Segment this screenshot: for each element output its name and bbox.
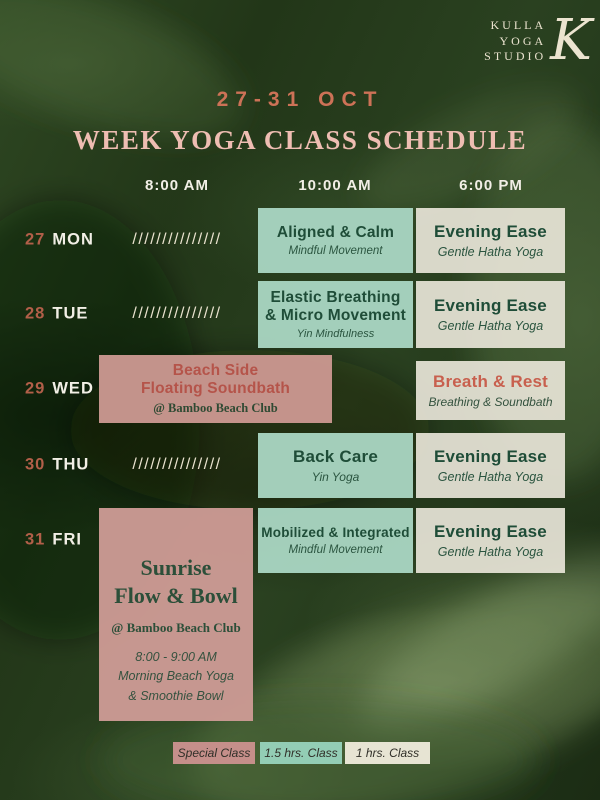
logo-line-studio: STUDIO: [484, 48, 547, 63]
logo-line-kulla: KULLA: [490, 18, 547, 33]
class-detail-time: 8:00 - 9:00 AM: [135, 650, 217, 664]
class-title: Evening Ease: [434, 222, 547, 242]
class-title-line2: & Micro Movement: [265, 307, 406, 324]
page-title: WEEK YOGA CLASS SCHEDULE: [72, 125, 528, 155]
class-title-line2: Flow & Bowl: [114, 582, 238, 608]
day-number-wed: 29: [25, 379, 46, 398]
class-subtitle: Gentle Hatha Yoga: [437, 544, 544, 559]
class-venue: @ Bamboo Beach Club: [153, 400, 278, 415]
class-card-thu-6pm: [416, 433, 565, 498]
kulla-logo: [484, 8, 592, 73]
day-label-fri: [25, 531, 82, 550]
day-name-fri: FRI: [52, 530, 82, 549]
class-title: Aligned & Calm: [276, 224, 395, 242]
legend-1-5-hrs-class: 1.5 hrs. Class: [260, 742, 342, 764]
day-label-mon: [25, 231, 94, 250]
no-class-slashes-thu: ///////////////: [132, 456, 222, 473]
class-title-line1: Elastic Breathing: [270, 289, 401, 307]
class-title: Evening Ease: [434, 522, 547, 542]
class-title: Mobilized & Integrated: [261, 525, 410, 541]
class-title-line2: Floating Soundbath: [140, 379, 291, 397]
logo-wordmark: [484, 18, 546, 64]
day-label-thu: [25, 456, 89, 475]
date-range-title: 27-31 OCT: [216, 88, 384, 111]
time-header-8am: 8:00 AM: [145, 177, 209, 194]
class-subtitle: Breathing & Soundbath: [428, 394, 553, 409]
class-subtitle: Gentle Hatha Yoga: [437, 244, 544, 259]
day-name-wed: WED: [52, 379, 94, 398]
class-title: Evening Ease: [434, 447, 547, 467]
class-title: Back Care: [293, 447, 378, 467]
class-subtitle: Gentle Hatha Yoga: [437, 318, 544, 333]
class-detail-line2: Morning Beach Yoga: [118, 669, 234, 684]
class-subtitle: Mindful Movement: [288, 244, 383, 257]
no-class-slashes-tue: ///////////////: [132, 305, 222, 322]
time-header-6pm: 6:00 PM: [459, 177, 523, 194]
class-card-wed-6pm: [416, 361, 565, 420]
class-details: [118, 648, 234, 706]
class-subtitle: Yin Mindfulness: [296, 327, 375, 340]
class-card-tue-10am: [258, 281, 413, 348]
day-label-wed: [25, 380, 94, 399]
class-title-line1: Beach Side: [172, 362, 259, 380]
logo-line-yoga: YOGA: [499, 33, 547, 48]
class-title-line1: Sunrise: [140, 555, 212, 580]
class-card-thu-10am: [258, 433, 413, 498]
day-name-mon: MON: [52, 230, 94, 249]
day-number-fri: 31: [25, 530, 46, 549]
logo-k-monogram: K: [550, 8, 592, 73]
day-number-mon: 27: [25, 230, 46, 249]
day-number-tue: 28: [25, 304, 46, 323]
special-class-card-wed: [99, 355, 332, 423]
no-class-slashes-mon: ///////////////: [132, 231, 222, 248]
legend-1-hrs-class: 1 hrs. Class: [345, 742, 430, 764]
special-class-card-fri: [99, 508, 253, 721]
class-card-mon-6pm: [416, 208, 565, 273]
class-subtitle: Mindful Movement: [288, 543, 383, 556]
time-header-10am: 10:00 AM: [298, 177, 372, 194]
day-label-tue: [25, 305, 88, 324]
day-name-thu: THU: [52, 455, 90, 474]
class-title: Breath & Rest: [432, 372, 549, 392]
class-card-mon-10am: [258, 208, 413, 273]
class-detail-line3: & Smoothie Bowl: [128, 688, 224, 703]
day-name-tue: TUE: [52, 304, 89, 323]
class-card-tue-6pm: [416, 281, 565, 348]
class-subtitle: Gentle Hatha Yoga: [437, 469, 544, 484]
class-title: Evening Ease: [434, 296, 547, 316]
legend-special-class: Special Class: [173, 742, 255, 764]
class-card-fri-10am: [258, 508, 413, 573]
class-card-fri-6pm: [416, 508, 565, 573]
day-number-thu: 30: [25, 455, 46, 474]
class-venue: @ Bamboo Beach Club: [111, 620, 241, 635]
class-subtitle: Yin Yoga: [311, 469, 360, 484]
